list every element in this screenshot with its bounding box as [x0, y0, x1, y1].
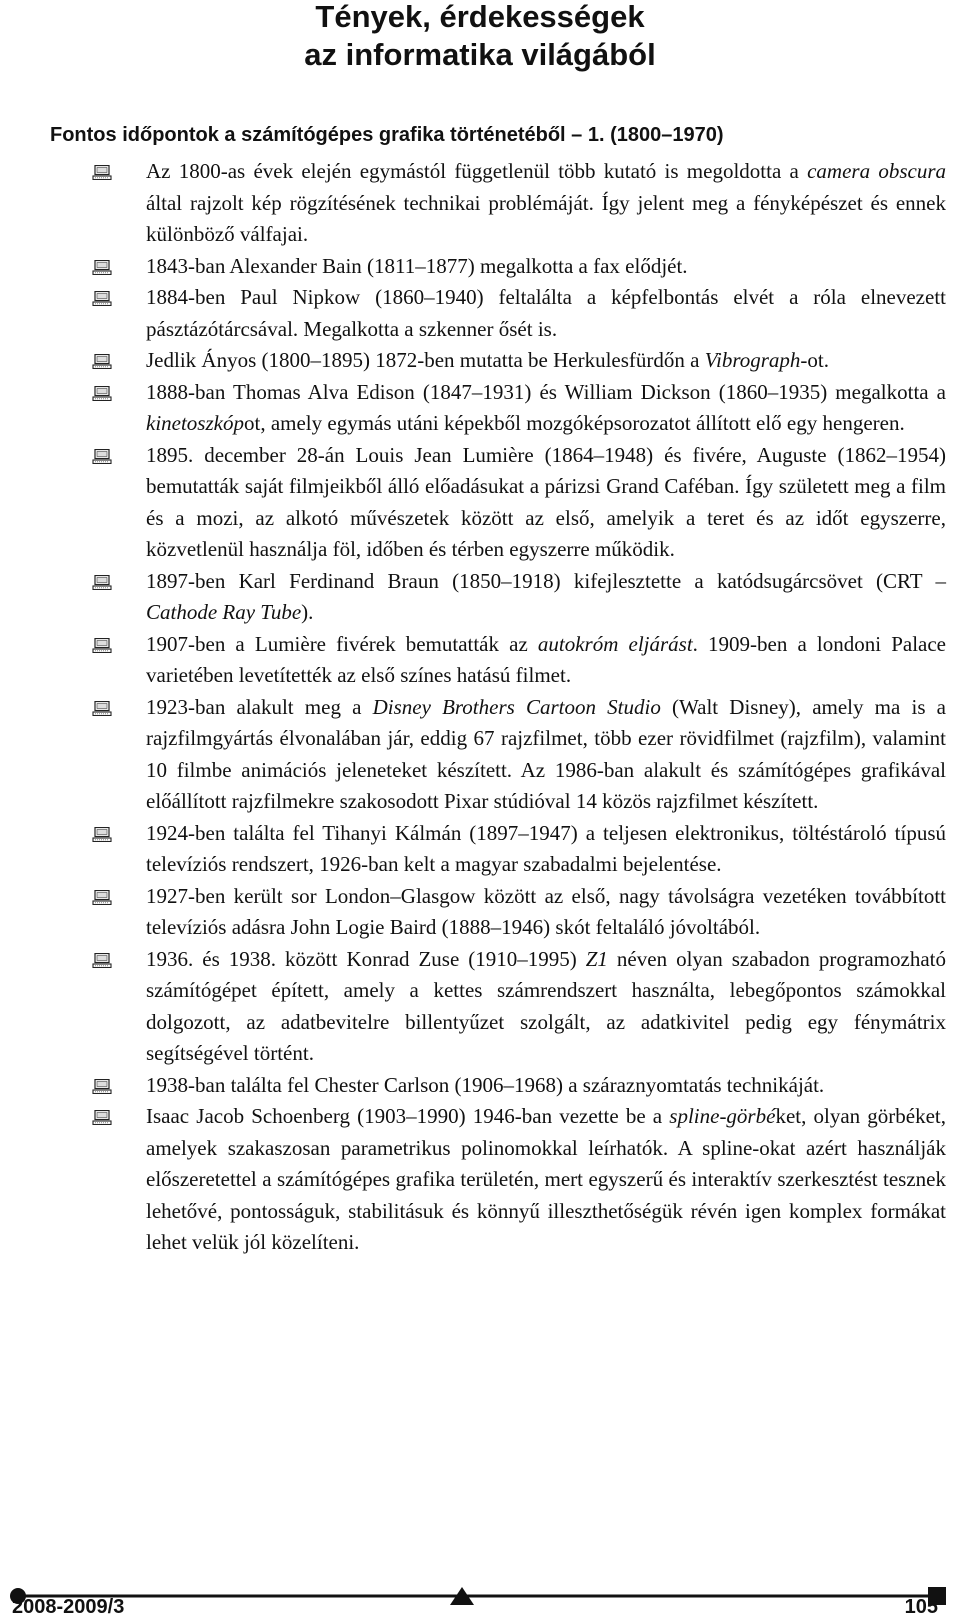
timeline-item: [88, 692, 946, 818]
title-line-2: az informatika világából: [304, 37, 656, 72]
timeline-list: [88, 156, 946, 1259]
timeline-item: [88, 251, 946, 283]
text-run: -ot.: [800, 348, 829, 372]
footer-rule: [10, 1586, 948, 1606]
computer-icon: [92, 386, 112, 401]
computer-icon: [92, 575, 112, 590]
computer-icon: [92, 354, 112, 369]
italic-term: camera obscura: [807, 159, 946, 183]
text-run: 1938-ban találta fel Chester Carlson (1906–1968) a száraznyomtatás technikáját.: [146, 1072, 825, 1097]
text-run: 1923-ban alakult meg a: [146, 694, 373, 719]
italic-term: spline-görbé: [669, 1104, 776, 1128]
timeline-item-text: [146, 695, 946, 814]
timeline-item: [88, 440, 946, 566]
italic-term: kinetoszkóp: [146, 411, 244, 435]
timeline-item: [88, 944, 946, 1070]
timeline-item: [88, 345, 946, 377]
text-run: 1907-ben a Lumière fivérek bemutatták az: [146, 631, 538, 656]
text-run: 1936. és 1938. között Konrad Zuse (1910–1995): [146, 946, 586, 971]
timeline-item: [88, 377, 946, 440]
computer-icon: [92, 890, 112, 905]
text-run: 1924-ben találta fel Tihanyi Kálmán (1897–1947) a teljesen elektronikus, töltéstároló típusú televíziós rendszert, 1926-ban kelt a magyar szabadalmi bejelentése.: [146, 820, 946, 876]
text-run: 1884-ben Paul Nipkow (1860–1940) feltalálta a képfelbontás elvét a róla elnevezett pásztázótárcsával. Megalkotta a szkenner ősét is.: [146, 285, 946, 341]
timeline-item: [88, 629, 946, 692]
computer-icon: [92, 1079, 112, 1094]
italic-term: Disney Brothers Cartoon Studio: [372, 694, 661, 719]
timeline-item-text: [146, 159, 946, 246]
timeline-item-text: [146, 569, 946, 625]
timeline-item: [88, 818, 946, 881]
timeline-item-text: [146, 1104, 946, 1254]
computer-icon: [92, 260, 112, 275]
italic-term: autokróm eljárást: [537, 631, 693, 656]
timeline-item: [88, 566, 946, 629]
timeline-item-text: [146, 1073, 824, 1097]
text-run: 1888-ban Thomas Alva Edison (1847–1931) és William Dickson (1860–1935) megalkotta a: [146, 379, 946, 404]
text-run: (Walt Disney), amely ma is a rajzfilmgyártás élvonalában jár, eddig 67 rajzfilmet, több ezer rövidfilmet (rajzfilm), valamint 10 filmbe animációs jeleneteket készített. Az 1986-ban alakult és számítógépes grafikával előállított rajzfilmekre szakosodott Pixar stúdióval 14 közös rajzfilmet készített.: [146, 694, 947, 813]
text-run: néven olyan szabadon programozható számítógépet épített, amely a kettes számrendszert használta, lebegőpontos számokkal dolgozott, az adatbevitelre billentyűzet szolgált, az adatkivitel pedig egy fénymátrix segítségével történt.: [146, 946, 946, 1065]
computer-icon: [92, 165, 112, 180]
timeline-item: [88, 881, 946, 944]
issue-number: 2008-2009/3: [12, 1596, 125, 1618]
italic-term: Z1: [585, 946, 608, 971]
text-run: Isaac Jacob Schoenberg (1903–1990) 1946-ban vezette be a: [146, 1104, 670, 1128]
computer-icon: [92, 827, 112, 842]
timeline-item-text: [146, 285, 946, 341]
timeline-item-text: [146, 380, 946, 436]
text-run: Az 1800-as évek elején egymástól függetlenül több kutató is megoldotta a: [146, 159, 808, 183]
title-line-1: Tények, érdekességek: [315, 0, 645, 34]
timeline-item-text: [146, 254, 688, 278]
timeline-item-text: [146, 348, 829, 372]
timeline-item: [88, 1101, 946, 1259]
computer-icon: [92, 291, 112, 306]
timeline-item-text: [146, 443, 946, 562]
text-run: ).: [301, 600, 314, 624]
timeline-item-text: [146, 632, 946, 688]
timeline-item-text: [146, 947, 946, 1066]
computer-icon: [92, 638, 112, 653]
text-run: Jedlik Ányos (1800–1895) 1872-ben mutatta be Herkulesfürdőn a: [146, 348, 705, 372]
timeline-item: [88, 156, 946, 251]
italic-term: Cathode Ray Tube: [146, 600, 302, 624]
computer-icon: [92, 449, 112, 464]
text-run: 1927-ben került sor London–Glasgow között az első, nagy távolságra vezetéken továbbított televíziós adásra John Logie Baird (1888–1946) skót feltaláló jóvoltából.: [146, 883, 946, 939]
text-run: ket, olyan görbéket, amelyek szakaszosan parametrikus polinomokkal leírhatók. A spline-okat azért használják előszeretettel a számítógépes grafika területén, mert egyszerű és interaktív szerkesztést tesznek lehetővé, pontosságuk, stabilitásuk és könnyű illeszthetőségük révén igen komplex formákat lehet velük jól közelíteni.: [146, 1104, 947, 1254]
text-run: 1843-ban Alexander Bain (1811–1877) megalkotta a fax elődjét.: [146, 253, 688, 278]
italic-term: Vibrograph: [704, 348, 801, 372]
page-title: [0, 0, 960, 74]
text-run: . 1909-ben a londoni Palace varietében levetítették az első színes hatású filmet.: [146, 631, 946, 687]
computer-icon: [92, 701, 112, 716]
timeline-item-text: [146, 884, 946, 940]
timeline-item-text: [146, 821, 946, 877]
timeline-item: [88, 1070, 946, 1102]
computer-icon: [92, 1110, 112, 1125]
section-heading: Fontos időpontok a számítógépes grafika történetéből – 1. (1800–1970): [50, 124, 724, 146]
text-run: 1897-ben Karl Ferdinand Braun (1850–1918) kifejlesztette a katódsugárcsövet (CRT –: [146, 568, 946, 593]
page-number: 105: [904, 1596, 938, 1618]
text-run: által rajzolt kép rögzítésének technikai problémáját. Így jelent meg a fényképészet és ennek különböző válfajai.: [146, 190, 946, 246]
text-run: 1895. december 28-án Louis Jean Lumière (1864–1948) és fivére, Auguste (1862–1954) bemutatták saját filmjeikből álló előadásukat a párizsi Grand Caféban. Így született meg a film és a mozi, az alkotó művészetek között az első, amelyik a teret és az időt egyszerre, közvetlenül használja föl, időben és térben egyszerre működik.: [146, 442, 946, 561]
timeline-item: [88, 282, 946, 345]
computer-icon: [92, 953, 112, 968]
text-run: ot, amely egymás utáni képekből mozgóképsorozatot állított elő egy hengeren.: [243, 411, 905, 435]
